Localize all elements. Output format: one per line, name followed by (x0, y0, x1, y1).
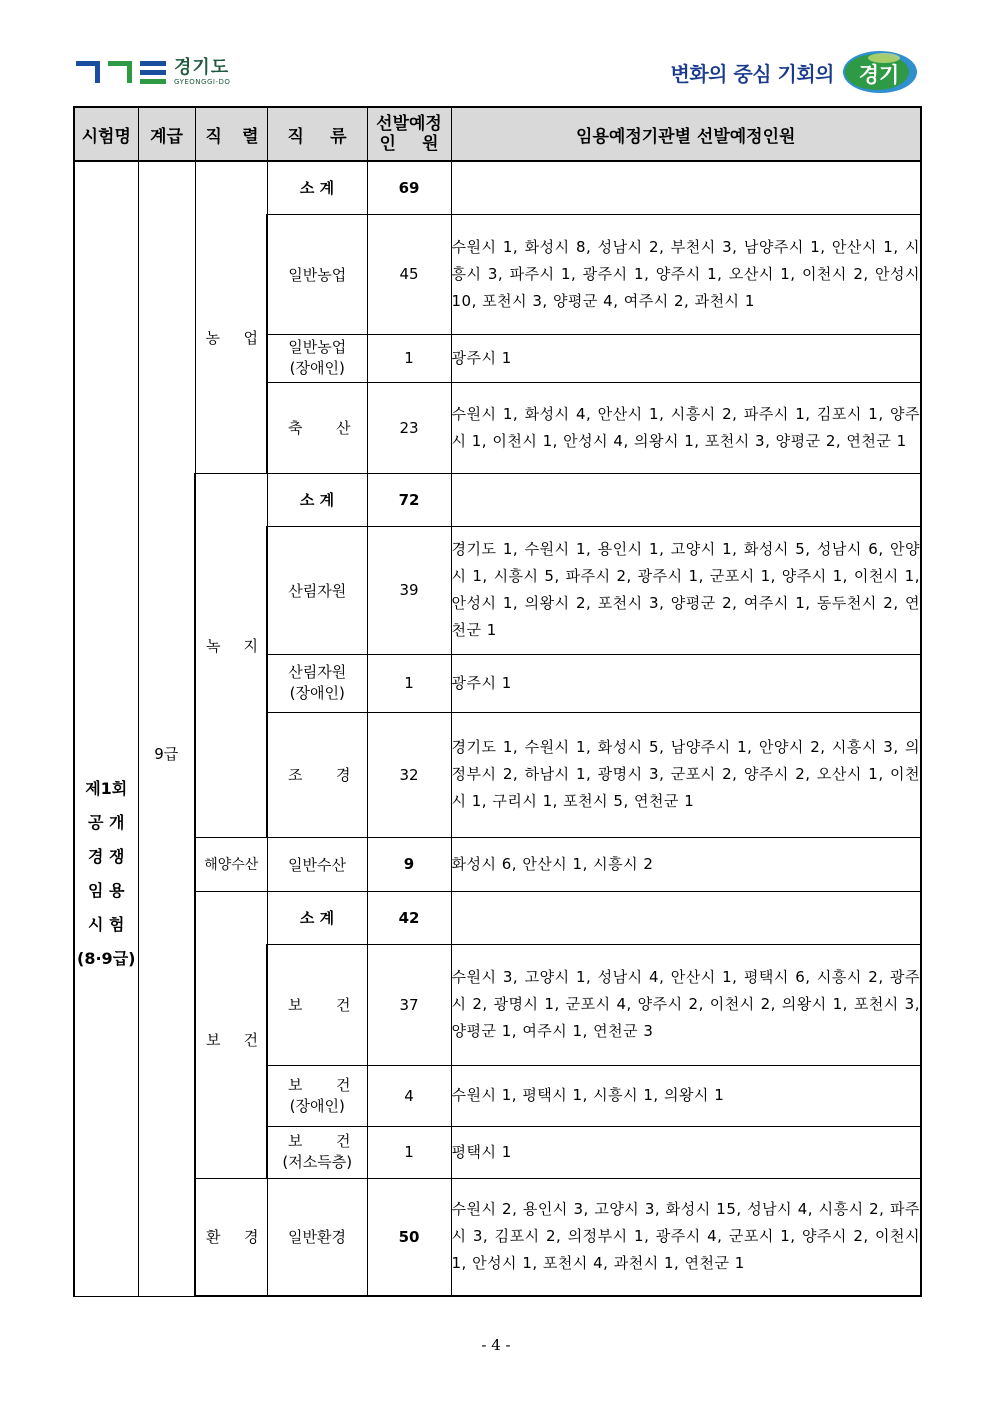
table-row (74, 1178, 921, 1296)
agency-list: 광주시 1 (451, 654, 921, 712)
exam-name-cell (74, 161, 138, 1296)
type-cell: 산림자원 (장애인) (267, 654, 367, 712)
agency-list: 수원시 3, 고양시 1, 성남시 4, 안산시 1, 평택시 6, 시흥시 2, 광주시 2, 광명시 1, 군포시 4, 양주시 2, 이천시 2, 의왕시 1, 포천시 3, 양평군 1, 여주시 1, 연천군 3 (451, 944, 921, 1065)
header-agencies: 임용예정기관별 선발예정인원 (451, 107, 921, 161)
type-cell: 일반농업 (장애인) (267, 334, 367, 382)
logo-english-text: GYEONGGI-DO (174, 77, 231, 86)
count-cell: 37 (367, 944, 451, 1065)
exam-line: 공 개 (88, 812, 125, 832)
exam-line: 시 험 (88, 914, 125, 934)
gyeonggi-logo-mark-icon (76, 55, 168, 89)
agency-list: 경기도 1, 수원시 1, 용인시 1, 고양시 1, 화성시 5, 성남시 6, 안양시 1, 시흥시 5, 파주시 2, 광주시 1, 군포시 1, 양주시 1, 이천시 1, 안성시 1, 의왕시 2, 포천시 3, 양평군 2, 여주시 1, 동두천시 2, 연천군 1 (451, 526, 921, 654)
subtotal-label: 소 계 (267, 891, 367, 944)
exam-line: 경 쟁 (88, 846, 125, 866)
count-cell: 9 (367, 837, 451, 891)
type-cell: 일반환경 (267, 1178, 367, 1296)
count-cell: 4 (367, 1065, 451, 1126)
series-health: 보 건 (195, 891, 267, 1178)
table-row (74, 891, 921, 944)
series-green: 녹 지 (195, 473, 267, 837)
subtotal-label: 소 계 (267, 473, 367, 526)
slogan (671, 50, 919, 94)
logo-korean-text: 경기도 (174, 56, 230, 78)
selection-table (73, 106, 922, 1297)
gyeonggi-logo (76, 52, 230, 92)
agency-list: 화성시 6, 안산시 1, 시흥시 2 (451, 837, 921, 891)
count-cell: 45 (367, 214, 451, 334)
subtotal-label: 소 계 (267, 161, 367, 214)
agency-list: 수원시 1, 평택시 1, 시흥시 1, 의왕시 1 (451, 1065, 921, 1126)
header-series: 직 렬 (195, 107, 267, 161)
type-cell: 보 건 (저소득층) (267, 1126, 367, 1178)
count-cell: 32 (367, 712, 451, 837)
type-cell: 보 건 (267, 944, 367, 1065)
page-number: - 4 - (481, 1336, 511, 1354)
agency-list: 수원시 1, 화성시 8, 성남시 2, 부천시 3, 남양주시 1, 안산시 1, 시흥시 3, 파주시 1, 광주시 1, 양주시 1, 오산시 1, 이천시 2, 안성시 10, 포천시 3, 양평군 4, 여주시 2, 과천시 1 (451, 214, 921, 334)
table-header-row (74, 107, 921, 161)
table-row (74, 161, 921, 214)
agency-list: 수원시 2, 용인시 3, 고양시 3, 화성시 15, 성남시 4, 시흥시 2, 파주시 3, 김포시 2, 의정부시 1, 광주시 4, 군포시 1, 양주시 2, 이천시 1, 안성시 1, 포천시 4, 과천시 1, 연천군 1 (451, 1178, 921, 1296)
type-cell: 보 건 (장애인) (267, 1065, 367, 1126)
slogan-text: 변화의 중심 기회의 (670, 61, 834, 86)
type-cell: 축 산 (267, 382, 367, 473)
count-cell: 23 (367, 382, 451, 473)
grade-cell: 9급 (138, 161, 195, 1296)
agency-list: 경기도 1, 수원시 1, 화성시 5, 남양주시 1, 안양시 2, 시흥시 3, 의정부시 2, 하남시 1, 광명시 3, 군포시 2, 양주시 2, 오산시 1, 이천시 1, 구리시 1, 포천시 5, 연천군 1 (451, 712, 921, 837)
subtotal-count: 72 (367, 473, 451, 526)
count-cell: 1 (367, 334, 451, 382)
exam-line: (8·9급) (77, 948, 136, 968)
header-exam: 시험명 (74, 107, 138, 161)
series-env: 환 경 (195, 1178, 267, 1296)
table-row (74, 837, 921, 891)
type-cell: 일반농업 (267, 214, 367, 334)
slogan-badge-text: 경기 (858, 63, 900, 87)
table-row (74, 473, 921, 526)
agency-list: 광주시 1 (451, 334, 921, 382)
series-ocean: 해양수산 (195, 837, 267, 891)
exam-line: 제1회 (85, 778, 128, 798)
type-cell: 산림자원 (267, 526, 367, 654)
slogan-badge (840, 50, 918, 94)
type-cell: 조 경 (267, 712, 367, 837)
header-grade: 계급 (138, 107, 195, 161)
header-type: 직 류 (267, 107, 367, 161)
count-cell: 39 (367, 526, 451, 654)
count-cell: 50 (367, 1178, 451, 1296)
subtotal-list (451, 891, 921, 944)
agency-list: 수원시 1, 화성시 4, 안산시 1, 시흥시 2, 파주시 1, 김포시 1, 양주시 1, 이천시 1, 안성시 4, 의왕시 1, 포천시 3, 양평군 2, 연천군 1 (451, 382, 921, 473)
agency-list: 평택시 1 (451, 1126, 921, 1178)
series-agri: 농 업 (195, 161, 267, 473)
count-cell: 1 (367, 654, 451, 712)
subtotal-count: 69 (367, 161, 451, 214)
exam-line: 임 용 (88, 880, 125, 900)
count-cell: 1 (367, 1126, 451, 1178)
subtotal-count: 42 (367, 891, 451, 944)
header-count: 선발예정 인 원 (367, 107, 451, 161)
type-cell: 일반수산 (267, 837, 367, 891)
subtotal-list (451, 473, 921, 526)
subtotal-list (451, 161, 921, 214)
